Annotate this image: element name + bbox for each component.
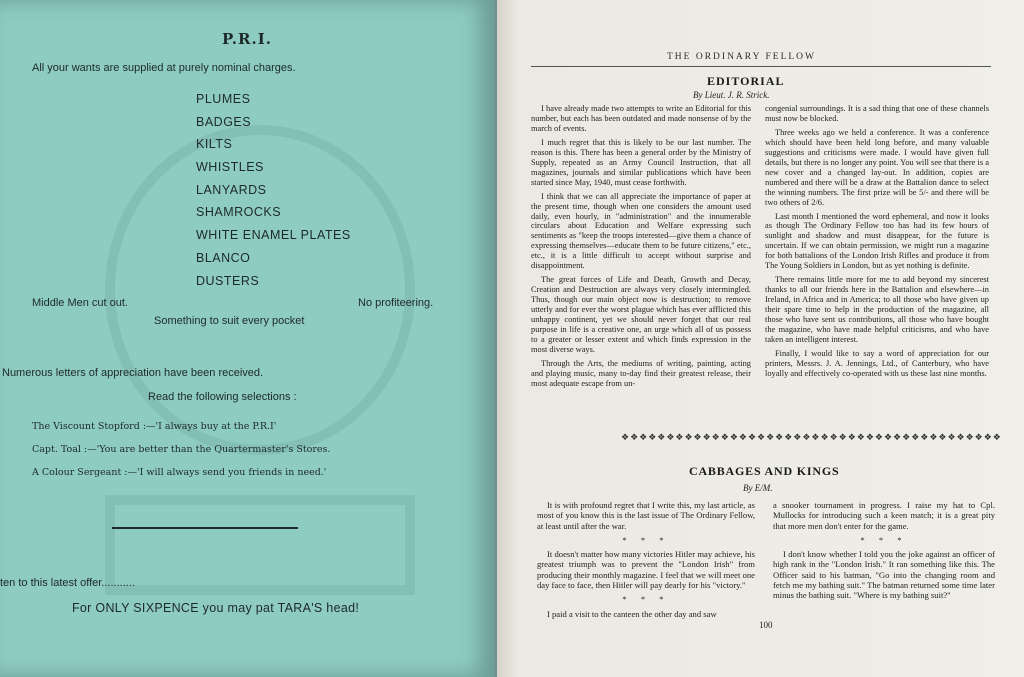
pri-heading: P.R.I. [222, 30, 272, 48]
paragraph: I much regret that this is likely to be our last number. The reason is this. There has been a general order by the Ministry of Supply, repeated as an Army Council Instruction, that all magazines, journals and similar publications which have been started since May, 1940, must cease forthwith. [531, 137, 751, 187]
paragraph: Finally, I would like to say a word of appreciation for our printers, Messrs. J. A. Jennings, Ltd., of Canterbury, who have loyally and effectively co-operated with us these last nine months. [765, 348, 989, 378]
selection-quote: Capt. Toal :—'You are better than the Quartermaster's Stores. [32, 444, 331, 455]
divider-rule [112, 527, 298, 529]
selection-quote: A Colour Sergeant :—'I will always send you friends in need.' [32, 467, 327, 478]
list-item: BADGES [196, 114, 252, 129]
paragraph: Through the Arts, the mediums of writing, painting, acting and playing music, many to-day find their greatest release, their most adequate escape from un- [531, 358, 751, 388]
asterism: * * * [622, 534, 670, 545]
cabbages-byline: By E/M. [743, 483, 773, 493]
list-item: BLANCO [196, 250, 251, 265]
asterism: * * * [622, 594, 670, 605]
paragraph: The great forces of Life and Death, Growth and Decay, Creation and Destruction are always very closely intermingled. Thus, though our main object now is destruction; to remove utterly and for ever the worst plague which has ever afflicted this unhappy continent, yet we should never forget that our real purpose in life is a creative one, an urge which all of us possess to a greater or lesser extent and which finds expression in the most diverse ways. [531, 275, 751, 354]
list-item: SHAMROCKS [196, 205, 282, 220]
cabbages-title: CABBAGES AND KINGS [689, 464, 840, 478]
sixpence-line: For ONLY SIXPENCE you may pat TARA'S head! [72, 601, 360, 615]
item-list [196, 90, 351, 294]
right-page [497, 0, 1024, 677]
paragraph: a snooker tournament in progress. I raise my hat to Cpl. Mullocks for introducing such a keen match; it is a great pity that more men don't enter for the game. [773, 500, 995, 531]
list-item: WHITE ENAMEL PLATES [196, 228, 351, 243]
paragraph: Three weeks ago we held a conference. It was a conference which should have been held long before, and many valuable suggestions and criticisms were made. I would have given full details, but there is no longer any point. You will see that there is a new cover and a changed lay-out. In addition, copies are numbered and there will be a draw at the Battalion dance to select the winning numbers. The first prize will be 5/- and there will be two others of 2/6. [765, 127, 989, 207]
list-item: KILTS [196, 137, 233, 152]
paragraph: I have already made two attempts to write an Editorial for this number, but each has been outdated and made nonsense of by the march of events. [531, 104, 751, 133]
pocket-text: Something to suit every pocket [154, 315, 305, 327]
left-page [0, 0, 494, 677]
paragraph: Last month I mentioned the word ephemeral, and now it looks as though The Ordinary Fellow too has had its few hours of sunlight and shadow and must disappear, for the future is uncertain. If we can obtain permission, we might run a magazine for both battalions of the London Irish Rifles and produce it from The Young Soldiers in London, but as yet nothing is definite. [765, 211, 989, 271]
list-item: LANYARDS [196, 182, 267, 197]
letters-text: Numerous letters of appreciation have been received. [2, 367, 264, 379]
selection-quote: The Viscount Stopford :—'I always buy at the P.R.I' [32, 421, 277, 432]
paragraph: congenial surroundings. It is a sad thing that one of these channels must now be blocked. [765, 104, 989, 123]
editorial-column-1 [531, 104, 751, 393]
running-head: THE ORDINARY FELLOW [667, 52, 816, 62]
paragraph: There remains little more for me to add beyond my sincerest thanks to all our friends here in the Battalion and elsewhere—in Ireland, in Africa and in America; to all those who have given up their spare time to help in the production of the magazine, all those who have sent us contributions, all those who have bought the magazine, who have made helpful criticisms, and who have taken an intelligent interest. [765, 275, 989, 344]
editorial-column-2 [765, 104, 989, 383]
paragraph: I don't know whether I told you the joke against an officer of high rank in the "London Irish." It ran something like this. The Officer said to his batman, "Go into the changing room and fetch me my bathing suit." The batman returned some time later minus the bathing suit. "Where is my bathing suit?" [773, 549, 995, 601]
cabbages-column-2 [773, 500, 995, 605]
no-profiteering-text: No profiteering. [358, 297, 434, 309]
tagline: All your wants are supplied at purely nominal charges. [32, 62, 296, 74]
middle-men-text: Middle Men cut out. [32, 297, 128, 309]
list-item: WHISTLES [196, 160, 264, 175]
editorial-title: EDITORIAL [707, 74, 785, 88]
paragraph: I think that we can all appreciate the importance of paper at the present time, though when one considers the amount used daily, even hourly, in "administration" and the innumerable circulars about Education and Welfare expressing such sentiments as "keep the troops interested—give them a chance of expressing themselves—educate them to be future citizens," etc., etc., it is a little difficult to accept without surprise and disappointment. [531, 191, 751, 271]
paragraph: It doesn't matter how many victories Hitler may achieve, his greatest triumph was to prevent the "London Irish" from producing their monthly magazine. I feel that we will meet one day face to face, then Hitler will pay dearly for his "victory." [537, 549, 755, 591]
list-item: DUSTERS [196, 273, 260, 288]
cabbages-column-1 [537, 500, 755, 623]
list-item: PLUMES [196, 92, 251, 106]
page-number: 100 [759, 620, 773, 630]
paragraph: I paid a visit to the canteen the other day and saw [547, 608, 717, 619]
read-text: Read the following selections : [148, 391, 297, 403]
header-rule [531, 66, 991, 67]
offer-text: ten to this latest offer........... [0, 577, 135, 589]
paragraph: It is with profound regret that I write this, my last article, as most of you know this is the last issue of The Ordinary Fellow, at least until after the war. [537, 500, 755, 531]
asterism: * * * [860, 534, 908, 545]
ornament-divider: ❖❖❖❖❖❖❖❖❖❖❖❖❖❖❖❖❖❖❖❖❖❖❖❖❖❖❖❖❖❖❖❖❖❖❖❖❖❖❖❖❖❖ [621, 432, 1002, 442]
editorial-byline: By Lieut. J. R. Strick. [693, 90, 770, 100]
